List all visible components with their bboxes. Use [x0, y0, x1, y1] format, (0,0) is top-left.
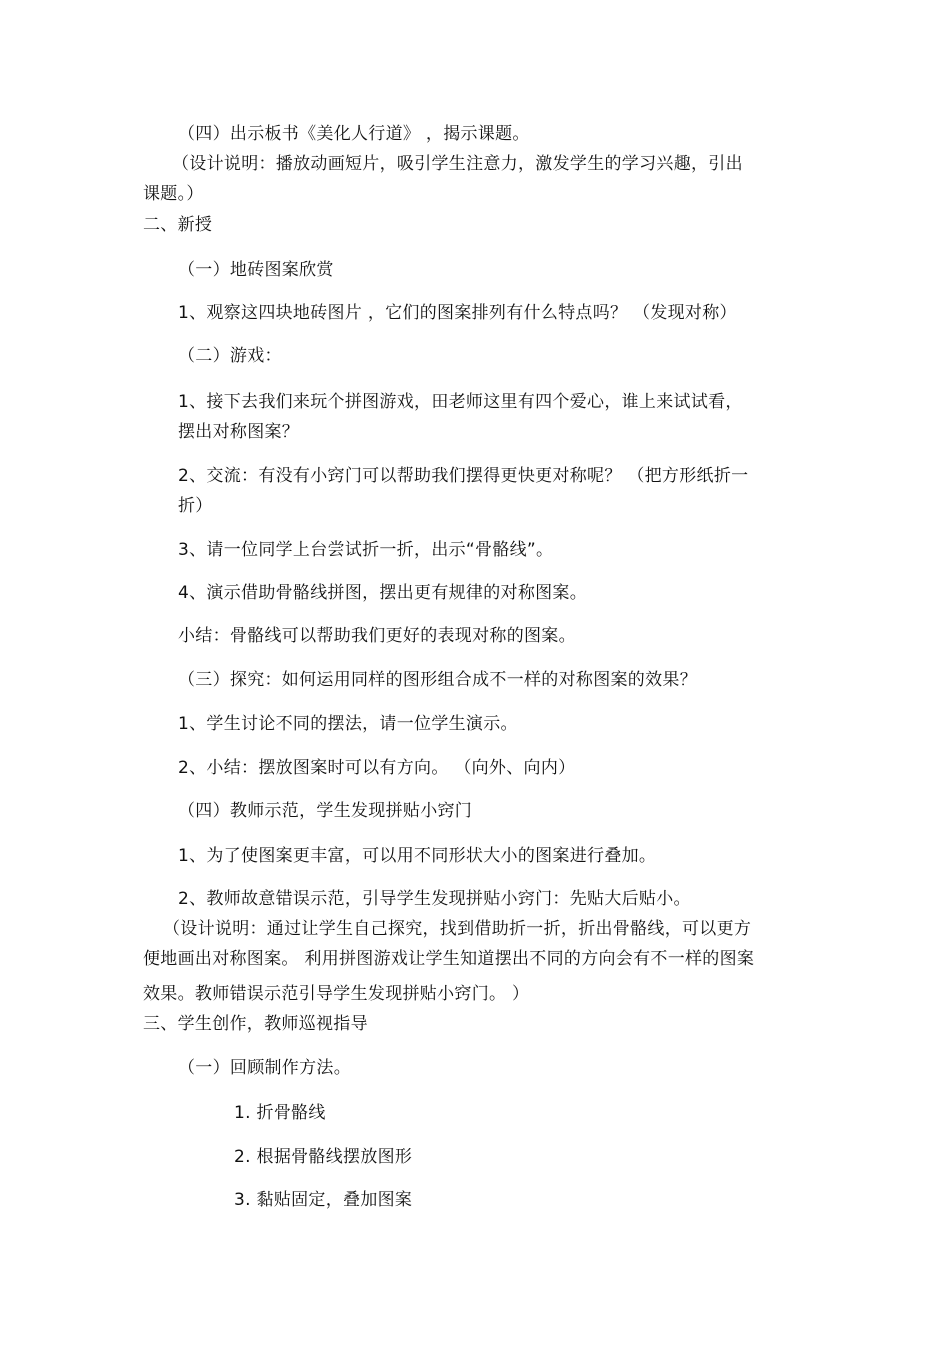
- text-line: 摆出对称图案？: [178, 422, 300, 442]
- subsection-heading: （二）游戏：: [178, 346, 282, 366]
- text-line: 效果。教师错误示范引导学生发现拼贴小窍门。 ）: [143, 984, 530, 1004]
- text-line: 2、小结：摆放图案时可以有方向。 （向外、向内）: [178, 758, 576, 778]
- subsection-heading: （四）教师示范，学生发现拼贴小窍门: [178, 801, 473, 821]
- text-line: 折）: [178, 496, 213, 516]
- text-line: 课题。）: [143, 184, 204, 204]
- list-item: 1. 折骨骼线: [234, 1103, 326, 1123]
- text-line: （设计说明：通过让学生自己探究，找到借助折一折，折出骨骼线，可以更方: [163, 919, 752, 939]
- text-line: 4、演示借助骨骼线拼图，摆出更有规律的对称图案。: [178, 583, 588, 603]
- text-line: （四）出示板书《美化人行道》 ，揭示课题。: [178, 124, 530, 144]
- list-item: 3. 黏贴固定，叠加图案: [234, 1190, 413, 1210]
- text-line: 2、教师故意错误示范，引导学生发现拼贴小窍门：先贴大后贴小。: [178, 889, 691, 909]
- text-line: 便地画出对称图案。 利用拼图游戏让学生知道摆出不同的方向会有不一样的图案: [143, 949, 755, 969]
- text-line: 3、请一位同学上台尝试折一折，出示“骨骼线”。: [178, 540, 554, 560]
- text-line: （设计说明：播放动画短片，吸引学生注意力，激发学生的学习兴趣，引出: [172, 154, 743, 174]
- text-line: 1、为了使图案更丰富，可以用不同形状大小的图案进行叠加。: [178, 846, 657, 866]
- section-heading: 三、学生创作，教师巡视指导: [143, 1014, 368, 1034]
- text-line: 1、观察这四块地砖图片 ，它们的图案排列有什么特点吗？ （发现对称）: [178, 303, 737, 323]
- subsection-heading: （一）地砖图案欣赏: [178, 260, 334, 280]
- subsection-heading: （三）探究：如何运用同样的图形组合成不一样的对称图案的效果？: [178, 670, 697, 690]
- section-heading: 二、新授: [143, 215, 213, 235]
- text-line: 2、交流：有没有小窍门可以帮助我们摆得更快更对称呢？ （把方形纸折一: [178, 466, 749, 486]
- subsection-heading: （一）回顾制作方法。: [178, 1058, 351, 1078]
- text-line: 1、接下去我们来玩个拼图游戏，田老师这里有四个爱心，谁上来试试看，: [178, 392, 743, 412]
- summary-line: 小结：骨骼线可以帮助我们更好的表现对称的图案。: [178, 626, 576, 646]
- list-item: 2. 根据骨骼线摆放图形: [234, 1147, 413, 1167]
- text-line: 1、学生讨论不同的摆法，请一位学生演示。: [178, 714, 518, 734]
